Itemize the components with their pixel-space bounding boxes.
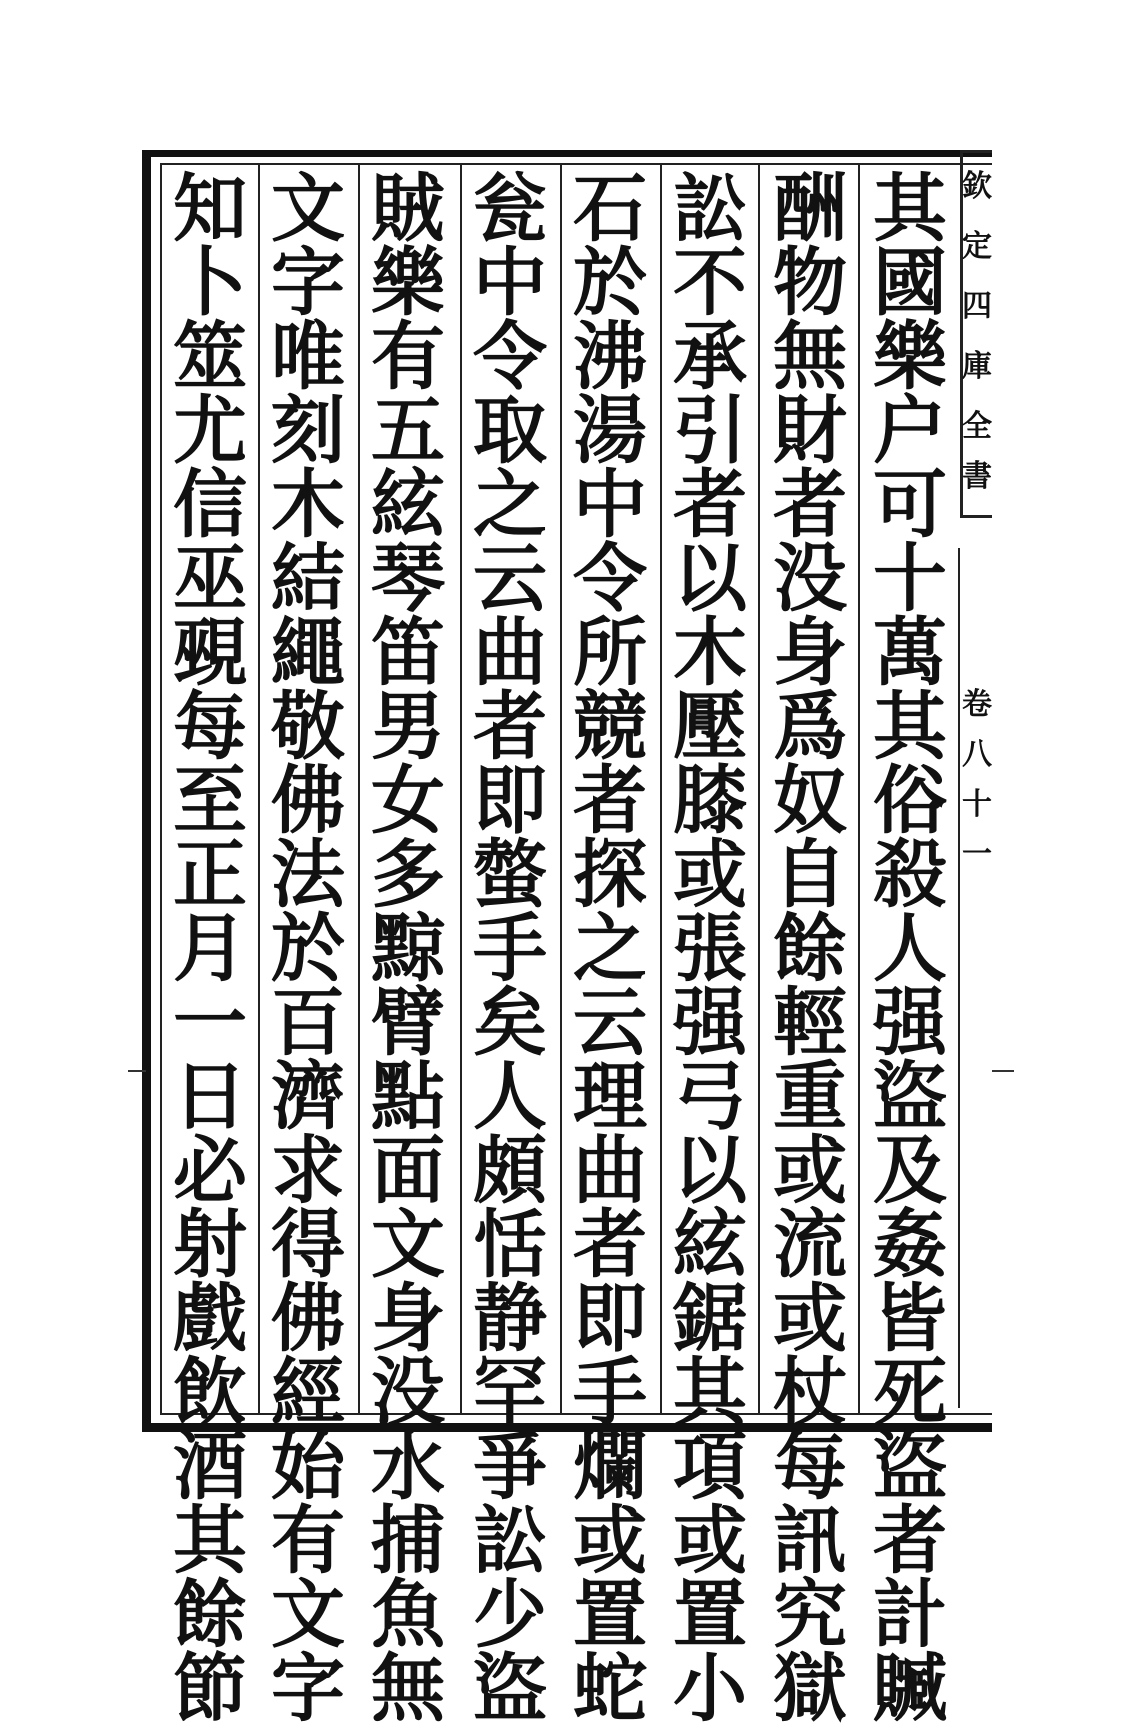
column-char: 之	[473, 462, 547, 548]
column-char: 木	[673, 610, 747, 696]
column-char: 曲	[573, 1128, 647, 1214]
column-char: 必	[173, 1128, 247, 1214]
column-char: 射	[173, 1202, 247, 1288]
fore-edge-char: 十	[962, 787, 992, 822]
text-column-6	[362, 166, 454, 1732]
column-char: 置	[573, 1572, 647, 1658]
column-char: 身	[773, 610, 847, 696]
column-char: 之	[573, 906, 647, 992]
column-char: 云	[573, 980, 647, 1066]
column-char: 樂	[873, 314, 947, 400]
column-char: 無	[773, 314, 847, 400]
column-char: 俗	[873, 758, 947, 844]
column-char: 始	[271, 1424, 345, 1510]
text-column-2	[764, 166, 856, 1732]
column-char: 結	[271, 536, 345, 622]
column-char: 没	[773, 536, 847, 622]
text-column-1	[864, 166, 956, 1732]
column-char: 訟	[673, 166, 747, 252]
column-char: 字	[271, 1646, 345, 1732]
column-char: 絃	[371, 462, 445, 548]
column-rule	[358, 165, 360, 1413]
column-char: 文	[271, 1572, 345, 1658]
column-char: 矣	[473, 980, 547, 1066]
column-char: 者	[873, 1498, 947, 1584]
fore-edge-char: 欽	[962, 169, 992, 204]
column-char: 知	[173, 166, 247, 252]
column-char: 究	[773, 1572, 847, 1658]
column-char: 强	[873, 980, 947, 1066]
margin-tick	[128, 1070, 146, 1072]
column-char: 魚	[371, 1572, 445, 1658]
column-char: 月	[173, 906, 247, 992]
column-char: 其	[873, 684, 947, 770]
column-char: 捕	[371, 1498, 445, 1584]
column-char: 佛	[271, 758, 345, 844]
column-char: 螫	[473, 832, 547, 918]
column-char: 杖	[773, 1350, 847, 1436]
column-char: 唯	[271, 314, 345, 400]
column-char: 點	[371, 1054, 445, 1140]
column-char: 及	[873, 1128, 947, 1214]
column-char: 有	[271, 1498, 345, 1584]
column-char: 百	[271, 980, 345, 1066]
fore-edge-char: 八	[962, 737, 992, 772]
column-char: 男	[371, 684, 445, 770]
column-char: 濟	[271, 1054, 345, 1140]
column-char: 奴	[773, 758, 847, 844]
column-char: 刻	[271, 388, 345, 474]
column-char: 其	[873, 166, 947, 252]
column-char: 爛	[573, 1424, 647, 1510]
column-char: 尤	[173, 388, 247, 474]
text-column-5	[464, 166, 556, 1732]
column-char: 張	[673, 906, 747, 992]
column-char: 於	[573, 240, 647, 326]
column-char: 死	[873, 1350, 947, 1436]
column-char: 文	[271, 166, 345, 252]
column-char: 沸	[573, 314, 647, 400]
column-char: 手	[473, 906, 547, 992]
column-char: 有	[371, 314, 445, 400]
column-char: 人	[473, 1054, 547, 1140]
column-char: 無	[371, 1646, 445, 1732]
column-char: 臂	[371, 980, 445, 1066]
column-char: 經	[271, 1350, 345, 1436]
column-char: 盜	[473, 1646, 547, 1732]
column-char: 佛	[271, 1276, 345, 1362]
column-rule	[660, 165, 662, 1413]
column-char: 壓	[673, 684, 747, 770]
text-column-8	[164, 166, 256, 1732]
column-char: 節	[173, 1646, 247, 1732]
column-char: 法	[271, 832, 345, 918]
fore-edge-char: 書	[962, 459, 992, 494]
column-char: 十	[873, 536, 947, 622]
column-char: 曲	[473, 610, 547, 696]
column-char: 或	[673, 832, 747, 918]
column-char: 或	[573, 1498, 647, 1584]
column-char: 項	[673, 1424, 747, 1510]
column-char: 繩	[271, 610, 345, 696]
column-char: 瓮	[473, 166, 547, 252]
column-char: 中	[473, 240, 547, 326]
column-rule	[258, 165, 260, 1413]
column-char: 訟	[473, 1498, 547, 1584]
column-char: 爭	[473, 1424, 547, 1510]
margin-tick	[992, 1070, 1014, 1072]
column-char: 理	[573, 1054, 647, 1140]
fore-edge-char: 庫	[962, 349, 992, 384]
column-char: 以	[673, 536, 747, 622]
column-char: 户	[873, 388, 947, 474]
fore-edge-char: 一	[962, 837, 992, 872]
column-char: 信	[173, 462, 247, 548]
column-char: 其	[673, 1350, 747, 1436]
column-char: 餘	[173, 1572, 247, 1658]
fore-edge-char: 全	[962, 409, 992, 444]
column-char: 令	[573, 536, 647, 622]
column-char: 五	[371, 388, 445, 474]
fore-edge-char: 卷	[962, 687, 992, 722]
column-char: 罕	[473, 1350, 547, 1436]
column-char: 多	[371, 832, 445, 918]
column-char: 云	[473, 536, 547, 622]
column-rule	[460, 165, 462, 1413]
column-char: 流	[773, 1202, 847, 1288]
column-char: 女	[371, 758, 445, 844]
column-char: 賊	[371, 166, 445, 252]
column-char: 即	[573, 1276, 647, 1362]
column-char: 敬	[271, 684, 345, 770]
column-char: 膝	[673, 758, 747, 844]
column-char: 至	[173, 758, 247, 844]
column-char: 盜	[873, 1424, 947, 1510]
column-char: 石	[573, 166, 647, 252]
column-char: 自	[773, 832, 847, 918]
column-char: 姦	[873, 1202, 947, 1288]
column-char: 弓	[673, 1054, 747, 1140]
column-char: 湯	[573, 388, 647, 474]
column-char: 覡	[173, 610, 247, 696]
column-char: 餘	[773, 906, 847, 992]
column-char: 者	[573, 758, 647, 844]
column-char: 正	[173, 832, 247, 918]
column-char: 或	[773, 1276, 847, 1362]
column-char: 没	[371, 1350, 445, 1436]
column-char: 黥	[371, 906, 445, 992]
column-rule	[858, 165, 860, 1413]
column-char: 獄	[773, 1646, 847, 1732]
fore-edge-char: 定	[962, 229, 992, 264]
column-char: 筮	[173, 314, 247, 400]
column-char: 木	[271, 462, 345, 548]
text-column-4	[564, 166, 656, 1732]
column-char: 水	[371, 1424, 445, 1510]
column-char: 盜	[873, 1054, 947, 1140]
column-char: 鋸	[673, 1276, 747, 1362]
column-char: 恬	[473, 1202, 547, 1288]
column-char: 日	[173, 1054, 247, 1140]
column-char: 求	[271, 1128, 345, 1214]
column-char: 爲	[773, 684, 847, 770]
column-char: 引	[673, 388, 747, 474]
column-char: 琴	[371, 536, 445, 622]
column-char: 輕	[773, 980, 847, 1066]
column-char: 計	[873, 1572, 947, 1658]
column-char: 手	[573, 1350, 647, 1436]
column-char: 戲	[173, 1276, 247, 1362]
column-char: 蛇	[573, 1646, 647, 1732]
column-char: 字	[271, 240, 345, 326]
column-char: 或	[673, 1498, 747, 1584]
column-char: 或	[773, 1128, 847, 1214]
column-char: 取	[473, 388, 547, 474]
text-column-3	[664, 166, 756, 1732]
text-column-7	[262, 166, 354, 1732]
column-char: 以	[673, 1128, 747, 1214]
column-char: 者	[773, 462, 847, 548]
column-char: 身	[371, 1276, 445, 1362]
column-char: 飲	[173, 1350, 247, 1436]
column-char: 每	[773, 1424, 847, 1510]
column-char: 可	[873, 462, 947, 548]
column-char: 者	[673, 462, 747, 548]
fore-edge-rule	[958, 548, 960, 1408]
column-char: 重	[773, 1054, 847, 1140]
column-char: 所	[573, 610, 647, 696]
column-char: 者	[573, 1202, 647, 1288]
column-char: 得	[271, 1202, 345, 1288]
column-char: 人	[873, 906, 947, 992]
column-char: 卜	[173, 240, 247, 326]
column-char: 樂	[371, 240, 445, 326]
column-char: 其	[173, 1498, 247, 1584]
column-char: 置	[673, 1572, 747, 1658]
column-char: 酬	[773, 166, 847, 252]
column-char: 競	[573, 684, 647, 770]
column-char: 財	[773, 388, 847, 474]
column-char: 承	[673, 314, 747, 400]
column-char: 贓	[873, 1646, 947, 1732]
column-char: 物	[773, 240, 847, 326]
column-char: 巫	[173, 536, 247, 622]
column-char: 少	[473, 1572, 547, 1658]
column-char: 每	[173, 684, 247, 770]
column-char: 殺	[873, 832, 947, 918]
column-rule	[758, 165, 760, 1413]
column-char: 訊	[773, 1498, 847, 1584]
column-char: 小	[673, 1646, 747, 1732]
column-char: 皆	[873, 1276, 947, 1362]
column-char: 静	[473, 1276, 547, 1362]
column-char: 一	[173, 980, 247, 1066]
column-char: 國	[873, 240, 947, 326]
column-char: 頗	[473, 1128, 547, 1214]
column-char: 酒	[173, 1424, 247, 1510]
column-rule	[560, 165, 562, 1413]
column-char: 笛	[371, 610, 445, 696]
column-char: 即	[473, 758, 547, 844]
column-char: 文	[371, 1202, 445, 1288]
column-char: 於	[271, 906, 345, 992]
column-char: 不	[673, 240, 747, 326]
column-char: 絃	[673, 1202, 747, 1288]
column-char: 者	[473, 684, 547, 770]
fore-edge-char: 四	[962, 289, 992, 324]
column-char: 中	[573, 462, 647, 548]
column-char: 强	[673, 980, 747, 1066]
column-char: 面	[371, 1128, 445, 1214]
column-char: 探	[573, 832, 647, 918]
column-char: 萬	[873, 610, 947, 696]
column-char: 令	[473, 314, 547, 400]
